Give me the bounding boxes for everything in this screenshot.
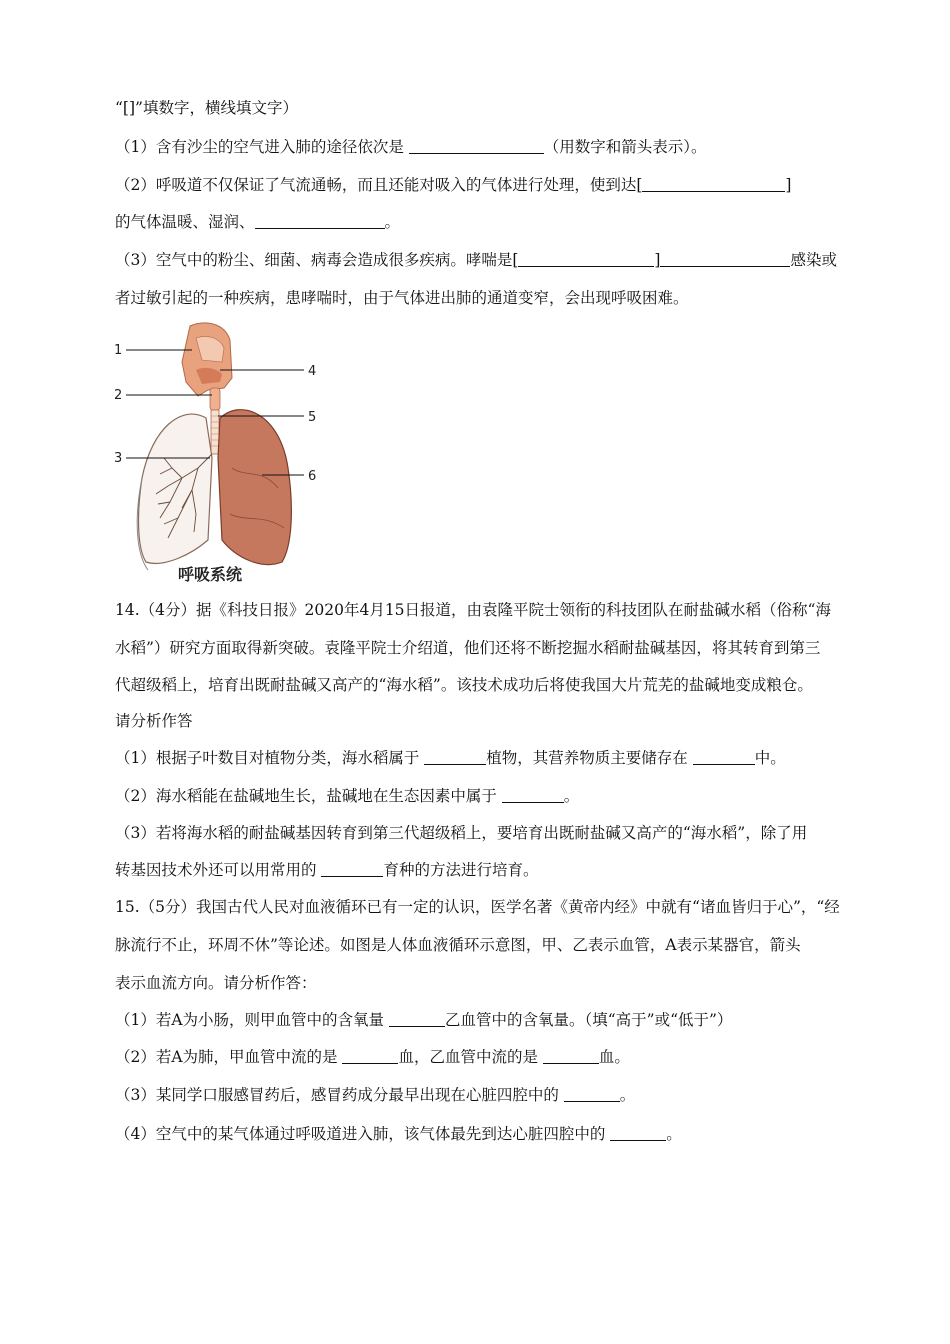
q13-subq2-line1 <box>115 175 791 195</box>
q15-subq4-text: （4）空气中的某气体通过呼吸道进入肺，该气体最先到达心脏四腔中的 <box>115 1125 611 1143</box>
q13-subq1-blank[interactable] <box>409 138 544 154</box>
q15-line3: 表示血流方向。请分析作答： <box>115 974 317 992</box>
q14-subq1-blank-b[interactable] <box>693 749 755 765</box>
q14-subq1-blank-a[interactable] <box>424 749 486 765</box>
q15-subq3-blank[interactable] <box>564 1086 620 1102</box>
q14-line3: 代超级稻上，培育出既耐盐碱又高产的“海水稻”。该技术成功后将使我国大片荒芜的盐碱地变成粮仓。 <box>115 676 813 694</box>
q13-subq3-line1 <box>115 250 837 270</box>
q14-subq2 <box>115 786 579 806</box>
q15-subq3-text: （3）某同学口服感冒药后，感冒药成分最早出现在心脏四腔中的 <box>115 1086 564 1104</box>
larynx-shape <box>210 388 220 410</box>
q14-subq2-text: （2）海水稻能在盐碱地生长，盐碱地在生态因素中属于 <box>115 787 502 805</box>
q14-subq3-blank[interactable] <box>321 861 383 877</box>
figure-label-4: 4 <box>308 364 317 379</box>
q14-subq3-end: 育种的方法进行培育。 <box>383 861 539 879</box>
q13-subq2-blank-number[interactable] <box>642 176 785 192</box>
q13-subq1 <box>115 137 707 157</box>
figure-label-3: 3 <box>114 451 123 466</box>
q13-subq3-line2: 者过敏引起的一种疾病，患哮喘时，由于气体进出肺的通道变窄，会出现呼吸困难。 <box>115 289 689 307</box>
trachea-shape <box>211 410 219 454</box>
q13-subq1-text: （1）含有沙尘的空气进入肺的途径依次是 <box>115 138 409 156</box>
q14-subq3-text: 转基因技术外还可以用常用的 <box>115 861 322 879</box>
left-lung-shape <box>139 414 212 563</box>
q15-subq2-blank-b[interactable] <box>543 1048 599 1064</box>
q15-subq2-blank-a[interactable] <box>342 1048 398 1064</box>
q15-subq2-text2: 血，乙血管中流的是 <box>398 1048 543 1066</box>
q13-subq3-bracket: ] <box>654 251 661 269</box>
q13-subq2-bracket: ] <box>785 176 792 194</box>
q13-subq2-text2: 的气体温暖、湿润、 <box>115 213 255 231</box>
q14-subq3-line2 <box>115 860 538 880</box>
q13-subq2-end: 。 <box>384 213 401 231</box>
respiratory-system-figure <box>112 318 342 588</box>
q15-line2: 脉流行不止，环周不休”等论述。如图是人体血液循环示意图，甲、乙表示血管，A表示某器官，箭头 <box>115 936 801 954</box>
q15-subq2 <box>115 1047 630 1067</box>
figure-label-1: 1 <box>114 343 123 358</box>
q14-subq1 <box>115 748 786 768</box>
q13-subq2-text: （2）呼吸道不仅保证了气流通畅，而且还能对吸入的气体进行处理，使到达[ <box>115 176 643 194</box>
q15-subq4-blank[interactable] <box>610 1125 666 1141</box>
q15-subq4-end: 。 <box>666 1125 682 1143</box>
q13-instruction-line: “[]”填数字，横线填文字） <box>115 99 298 117</box>
q14-line2: 水稻”）研究方面取得新突破。袁隆平院士介绍道，他们还将不断挖掘水稻耐盐碱基因，将其转育到第三 <box>115 639 821 657</box>
q13-subq3-blank-text[interactable] <box>660 251 790 267</box>
q13-subq1-note: （用数字和箭头表示）。 <box>543 138 707 156</box>
q15-line1: 15.（5分）我国古代人民对血液循环已有一定的认识，医学名著《黄帝内经》中就有“诸血皆归于心”，“经 <box>115 898 840 916</box>
q14-line1: 14.（4分）据《科技日报》2020年4月15日报道，由袁隆平院士领衔的科技团队在耐盐碱水稻（俗称“海 <box>115 601 831 619</box>
q15-subq2-text: （2）若A为肺，甲血管中流的是 <box>115 1048 343 1066</box>
figure-caption: 呼吸系统 <box>178 565 243 584</box>
q14-line4: 请分析作答 <box>115 712 193 730</box>
q15-subq4 <box>115 1124 682 1144</box>
q14-subq3-line1: （3）若将海水稻的耐盐碱基因转育到第三代超级稻上，要培育出既耐盐碱又高产的“海水稻”，除了用 <box>115 824 808 842</box>
right-lung-shape <box>218 410 291 565</box>
q15-subq1 <box>115 1010 732 1030</box>
q14-subq1-end: 中。 <box>754 749 786 767</box>
q15-subq1-blank[interactable] <box>389 1011 445 1027</box>
q15-subq3 <box>115 1085 635 1105</box>
q13-subq3-text2: 感染或 <box>790 251 837 269</box>
q15-subq1-end: 乙血管中的含氧量。（填“高于”或“低于”） <box>444 1011 733 1029</box>
q13-subq2-blank-text[interactable] <box>255 213 385 229</box>
q14-subq1-text2: 植物，其营养物质主要储存在 <box>486 749 693 767</box>
q13-subq2-line2 <box>115 212 400 232</box>
figure-label-2: 2 <box>114 388 123 403</box>
q15-subq3-end: 。 <box>619 1086 636 1104</box>
figure-label-5: 5 <box>308 410 317 425</box>
figure-label-6: 6 <box>308 469 317 484</box>
q14-subq2-blank[interactable] <box>502 787 564 803</box>
q15-subq1-text: （1）若A为小肠，则甲血管中的含氧量 <box>115 1011 389 1029</box>
q13-subq3-blank-number[interactable] <box>518 251 654 267</box>
q15-subq2-end: 血。 <box>598 1048 630 1066</box>
q14-subq2-end: 。 <box>563 787 580 805</box>
q13-subq3-text: （3）空气中的粉尘、细菌、病毒会造成很多疾病。哮喘是[ <box>115 251 519 269</box>
q14-subq1-text: （1）根据子叶数目对植物分类，海水稻属于 <box>115 749 425 767</box>
